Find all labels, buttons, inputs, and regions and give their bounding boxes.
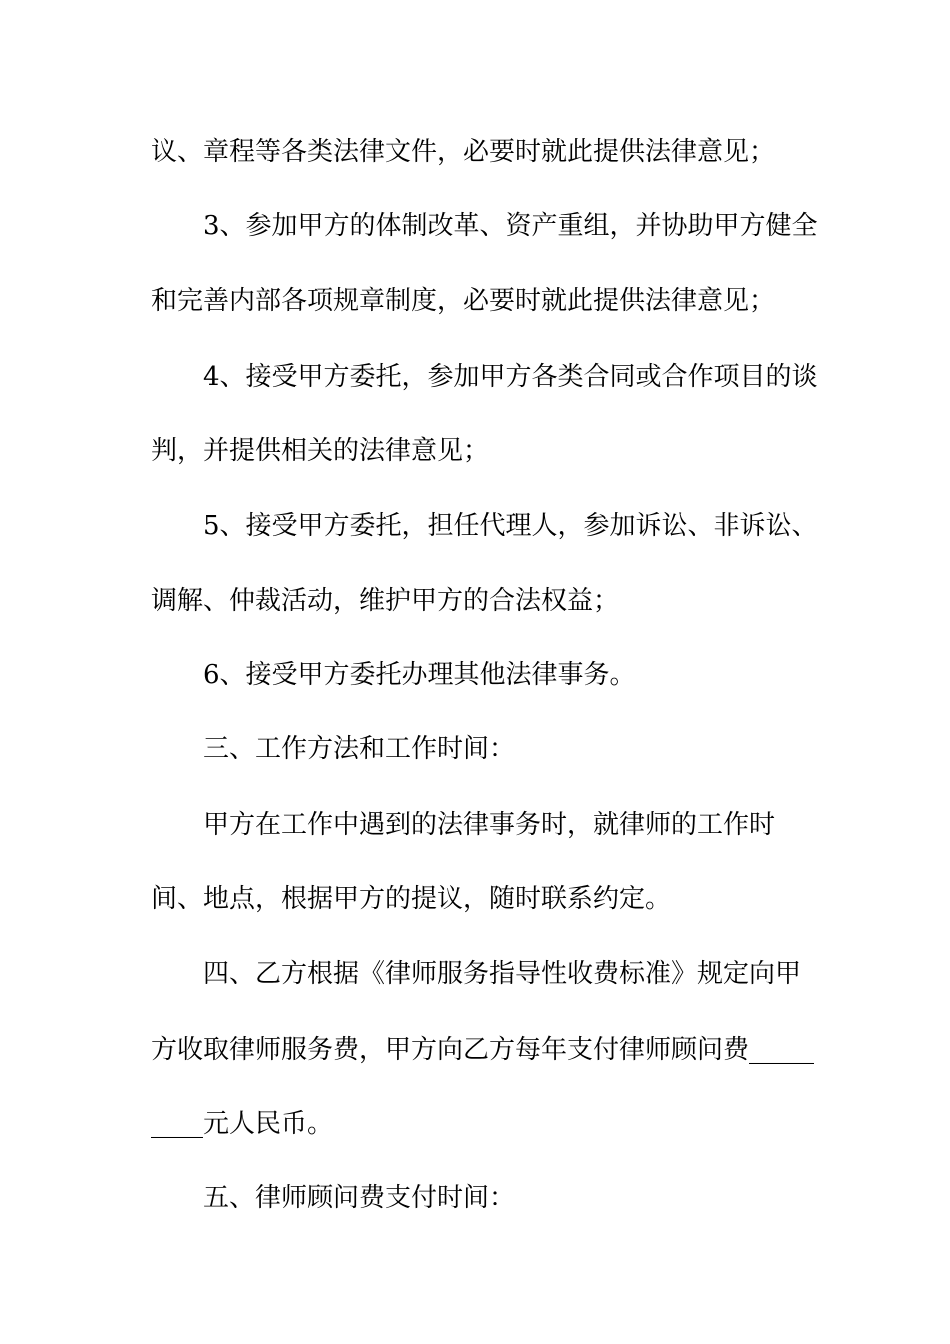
text-line: 议、章程等各类法律文件，必要时就此提供法律意见； [151, 137, 776, 167]
section-heading: 三、工作方法和工作时间： [203, 734, 516, 764]
text-line: ____元人民币。 [151, 1109, 334, 1139]
section-heading: 五、律师顾问费支付时间： [203, 1183, 516, 1213]
text-line: 间、地点，根据甲方的提议，随时联系约定。 [151, 884, 672, 914]
text-line: 判，并提供相关的法律意见； [151, 436, 490, 466]
text-line: 调解、仲裁活动，维护甲方的合法权益； [151, 586, 620, 616]
text-line: 4、接受甲方委托，参加甲方各类合同或合作项目的谈 [203, 362, 818, 392]
text-line: 6、接受甲方委托办理其他法律事务。 [203, 660, 636, 690]
text-line: 方收取律师服务费，甲方向乙方每年支付律师顾问费_____ [151, 1035, 815, 1065]
text-line: 和完善内部各项规章制度，必要时就此提供法律意见； [151, 286, 776, 316]
text-line: 3、参加甲方的体制改革、资产重组，并协助甲方健全 [203, 211, 818, 241]
text-line: 5、接受甲方委托，担任代理人，参加诉讼、非诉讼、 [203, 511, 818, 541]
text-line: 四、乙方根据《律师服务指导性收费标准》规定向甲 [203, 959, 802, 989]
text-line: 甲方在工作中遇到的法律事务时，就律师的工作时 [203, 810, 776, 840]
